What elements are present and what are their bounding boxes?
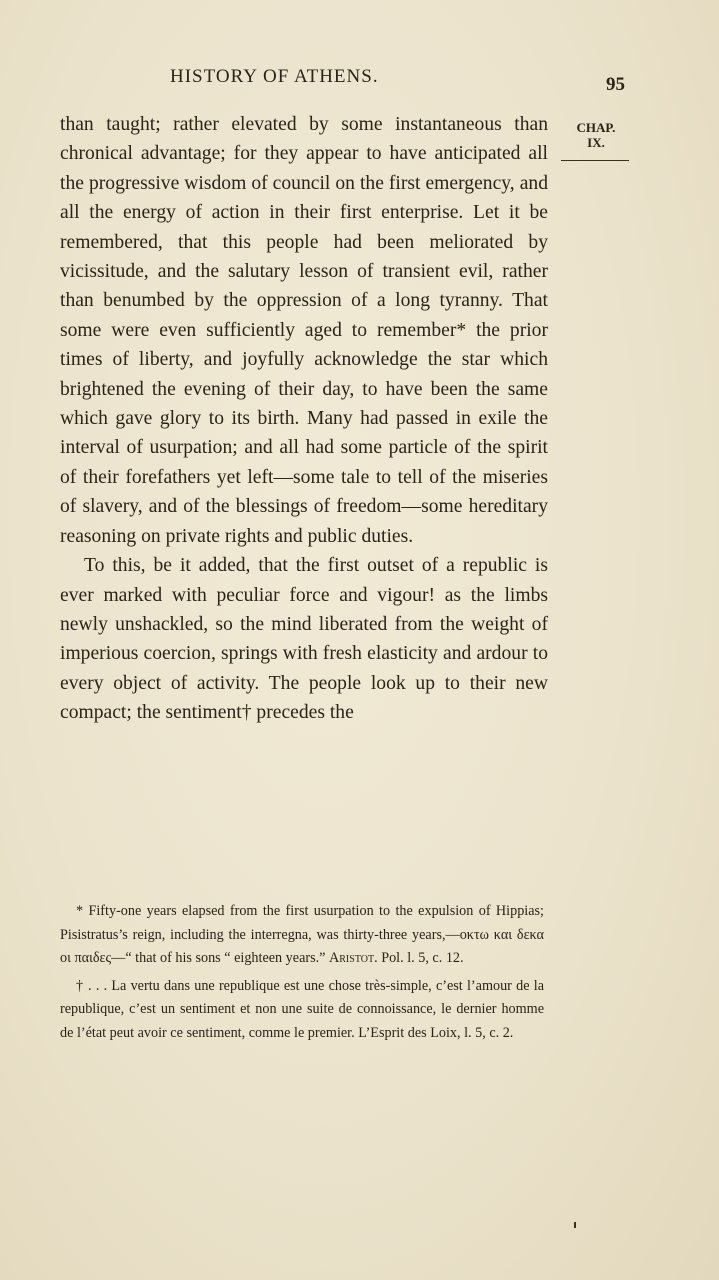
- chapter-label: CHAP.: [576, 120, 616, 135]
- main-text: [60, 110, 548, 728]
- footnote-2: [60, 975, 544, 1046]
- chapter-number: IX.: [587, 135, 605, 150]
- chapter-margin-note: [566, 120, 626, 150]
- paragraph-1: than taught; rather elevated by some instantaneous than chronical advantage; for they appear to have anticipated all the progressive wisdom of council on the first emergency, and all the energy of action in their first enterprise. Let it be remembered, that this people had been meliorated by vicissitude, and the salutary lesson of transient evil, rather than benumbed by the oppression of a long tyranny. That some were even sufficiently aged to remember* the prior times of liberty, and joyfully acknowledge the star which brightened the evening of their day, to have been the same which gave glory to its birth. Many had passed in exile the interval of usurpation; and all had some particle of the spirit of their forefathers yet left—some tale to tell of the miseries of slavery, and of the blessings of freedom—some hereditary reasoning on private rights and public duties.: [60, 114, 548, 547]
- footnote-1-text: * Fifty-one years elapsed from the first usurpation to the expulsion of Hippias; Pisistratus’s reign, including the interregna, was thirty-three years,—οκτω και δεκα οι παιδες—“ that of his sons “ eighteen years.”: [60, 903, 544, 966]
- footnote-2-reference: L’Esprit des Loix, l. 5, c. 2.: [358, 1024, 514, 1041]
- footnote-1-reference: Pol. l. 5, c. 12.: [381, 950, 464, 966]
- ink-speck: [574, 1222, 576, 1228]
- page-number: 95: [606, 74, 625, 95]
- paragraph-2: To this, be it added, that the first outset of a republic is ever marked with peculiar force and vigour! as the limbs newly unshackled, so the mind liberated from the weight of imperious coercion, springs with fresh elasticity and ardour to every object of activity. The people look up to their new compact; the sentiment† precedes the: [60, 555, 548, 724]
- running-title: HISTORY OF ATHENS.: [170, 66, 379, 87]
- margin-note-rule: [561, 160, 629, 161]
- footnote-2-text: † . . . La vertu dans une republique est une chose très-simple, c’est l’amour de la republique, c’est un sentiment et non une suite de connoissance, le dernier homme de l’état peut avoir ce sentiment, comme le premier.: [60, 977, 544, 1041]
- footnotes: [60, 900, 544, 1045]
- footnote-1: [60, 900, 544, 971]
- footnote-1-author: Aristot.: [329, 950, 378, 966]
